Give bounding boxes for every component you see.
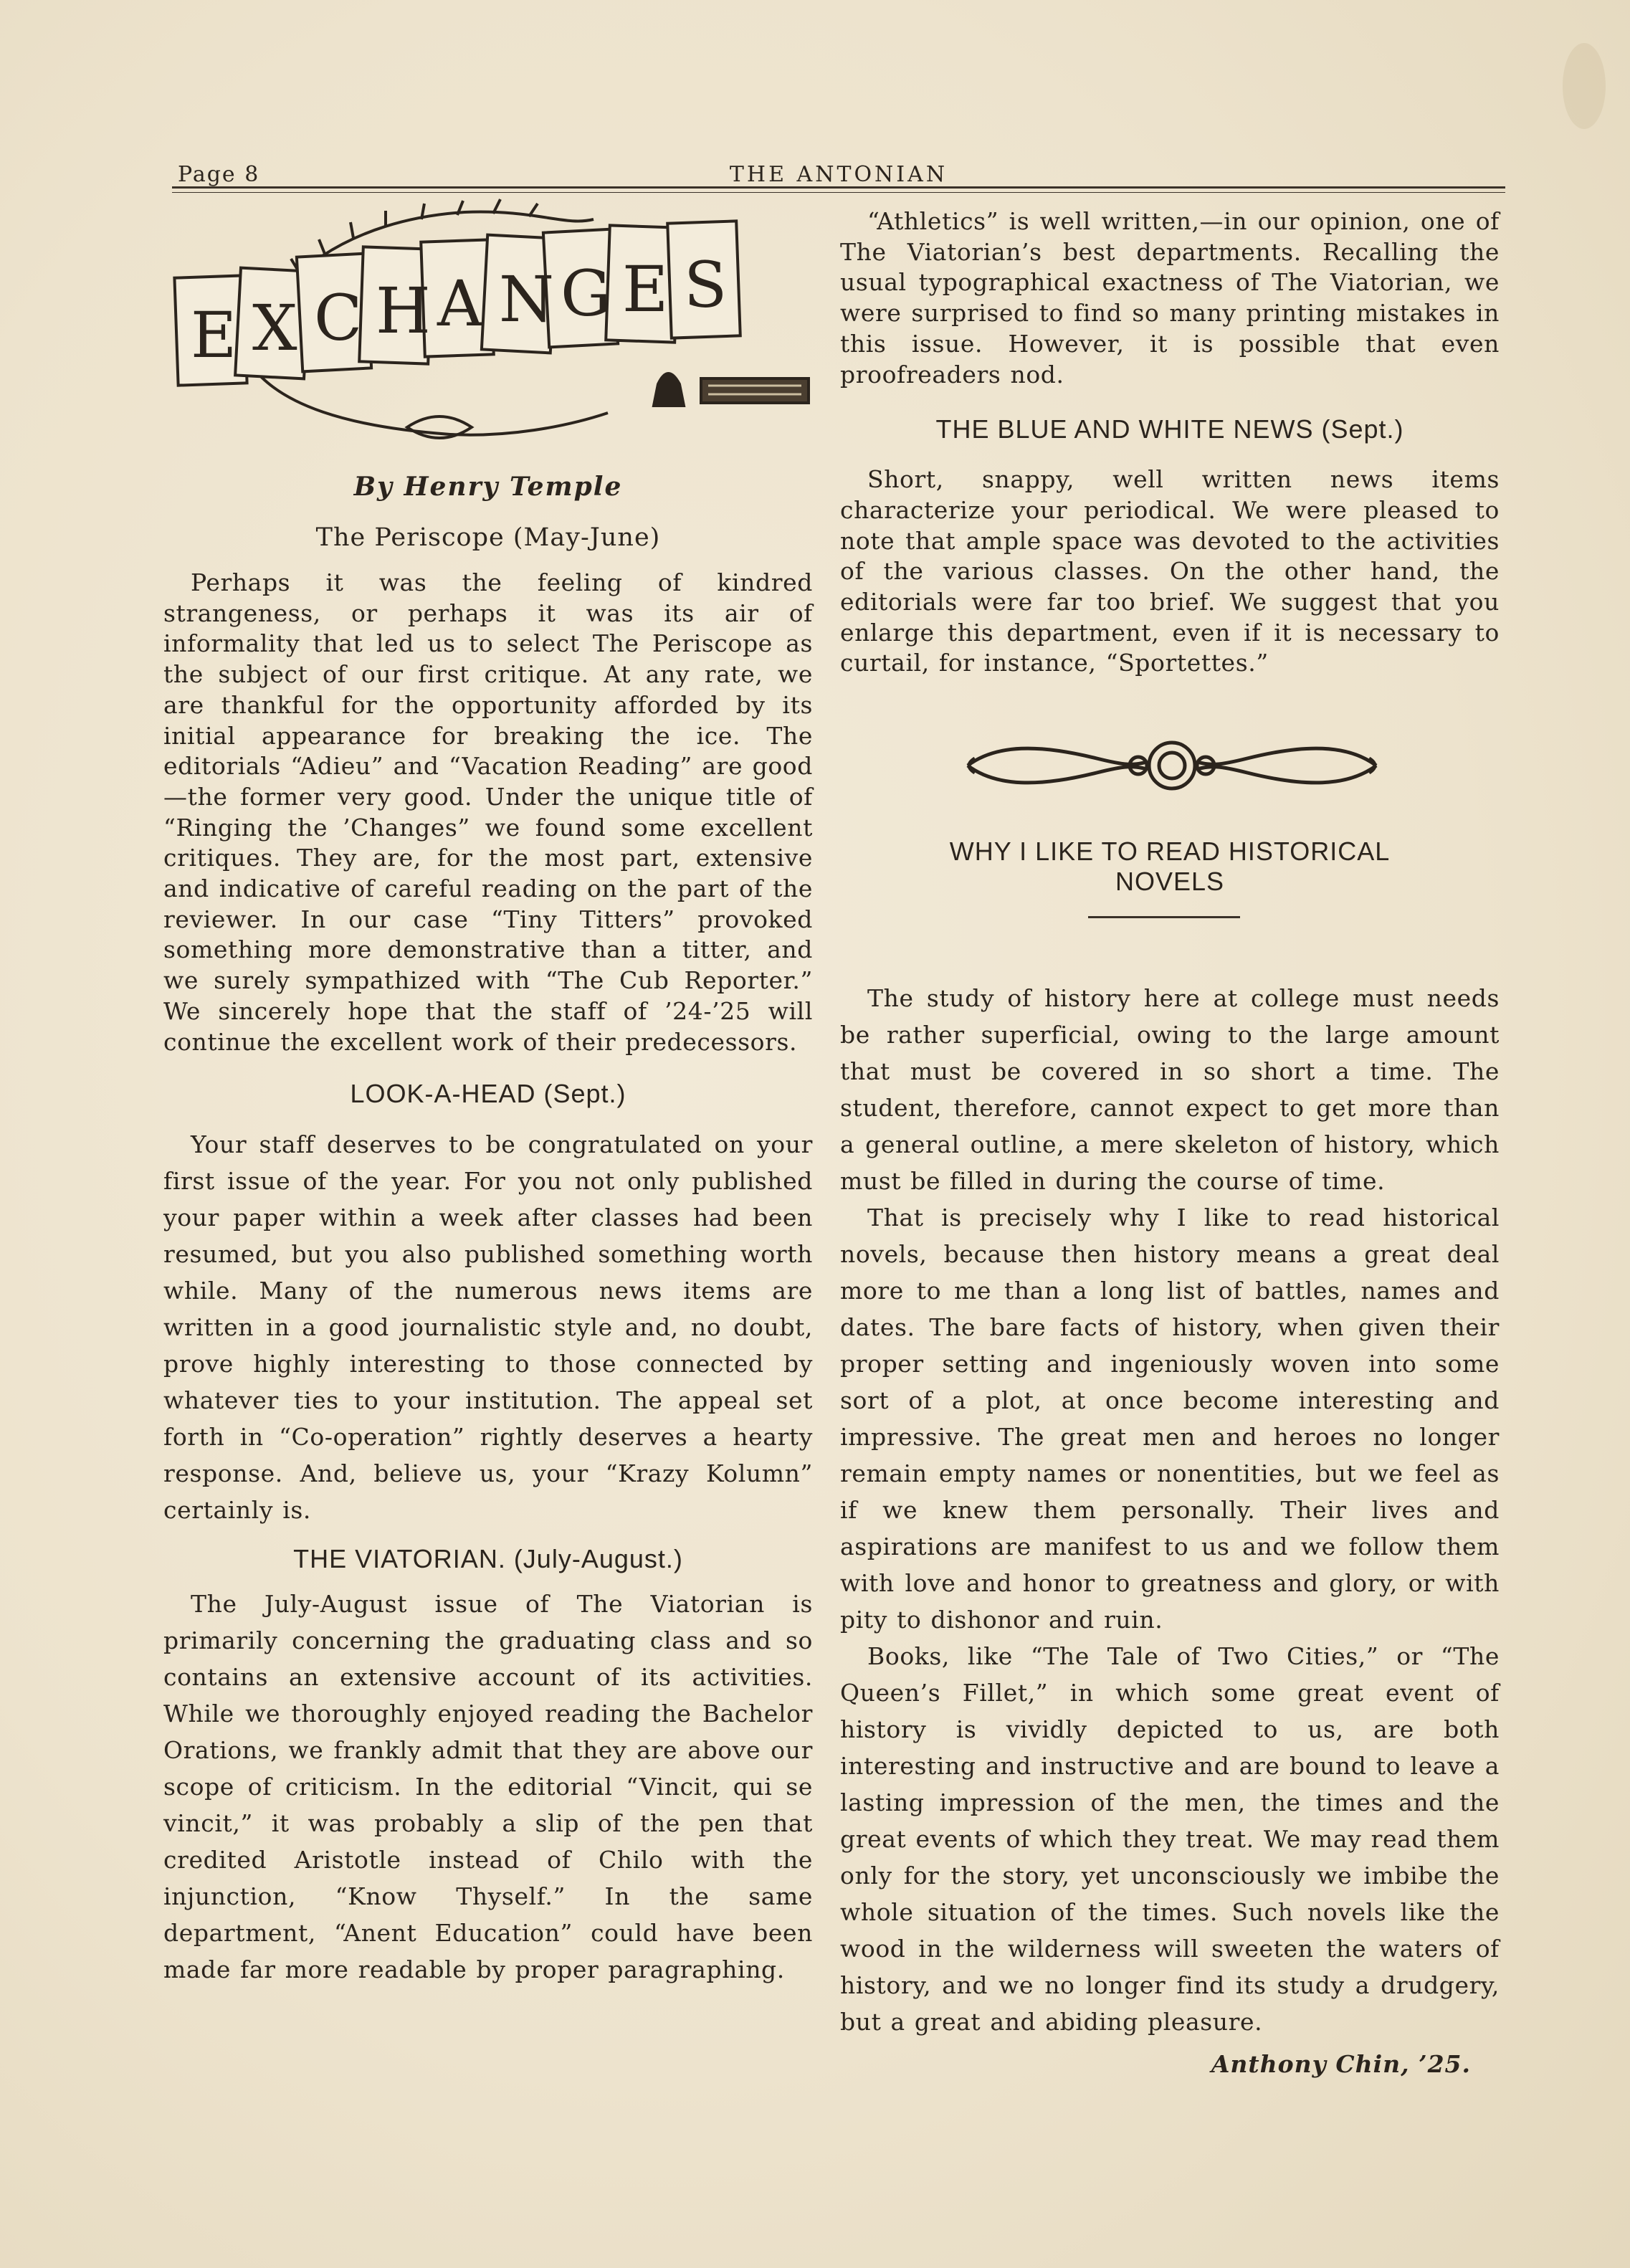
publication-title: THE ANTONIAN (729, 162, 948, 187)
heading-blue-and-white-news: THE BLUE AND WHITE NEWS (Sept.) (935, 414, 1404, 444)
paragraph-viatorian: The July-August issue of The Viatorian is primarily concerning the graduating class and so contains an extensive account of its activities. While we thoroughly enjoyed reading the Bachelor Orations, we frankly admit that they are above our scope of criticism. In the editorial “Vincit, qui se vincit,” it was probably a slip of the pen that credited Aristotle instead of Chilo with the injunction, “Know Thyself.” In the same department, “Anent Education” could have been made far more readable by proper paragraphing. (163, 1590, 813, 1984)
heading-viatorian: THE VIATORIAN. (July-August.) (293, 1544, 683, 1574)
paragraph-history-2: That is precisely why I like to read historical novels, because then history means a great deal more to me than a long list of battles, names and dates. The bare facts of history, when given their proper setting and ingeniously woven into some sort of a plot, at once become interesting and impressive. The great men and heroes no longer remain empty names or nonentities, but we feel as if we knew them personally. Their lives and aspirations are manifest to us and we follow them with love and honor to greatness and glory, or with pity to dishonor and ruin. (840, 1204, 1500, 1634)
svg-text:H: H (376, 274, 431, 348)
paragraph-history-3: Books, like “The Tale of Two Cities,” or “The Queen’s Fillet,” in which some great event of history is vividly depicted to us, are both interesting and instructive and are bound to leave a lasting impression of the men, the times and the great events of which they treat. We may read them only for the story, yet unconsciously we imbibe the whole situation of the times. Such novels like the wood in the wilderness will sweeten the waters of history, and we no longer find its study a drudgery, but a great and abiding pleasure. (840, 1642, 1500, 2036)
heading-historical-novels (840, 837, 1500, 897)
paragraph-history-1: The study of history here at college must needs be rather superficial, owing to the large amount that must be covered in so short a time. The student, therefore, cannot expect to get more than a general outline, a mere skeleton of history, which must be filled in during the course of time. (840, 984, 1500, 1196)
svg-text:C: C (314, 281, 363, 355)
paragraph-blue-and-white-news: Short, snappy, well written news items characterize your periodical. We were pleased to note that ample space was devoted to the activities of the various classes. On the other hand, the editorials were far too brief. We suggest that you enlarge this department, even if it is necessary to curtail, for instance, “Sportettes.” (840, 465, 1500, 677)
left-column (163, 206, 813, 1988)
author-signature: Anthony Chin, ’25. (1211, 2050, 1471, 2079)
heading-line-1: WHY I LIKE TO READ HISTORICAL (949, 837, 1391, 867)
page-header (172, 159, 1505, 189)
heading-look-a-head: LOOK-A-HEAD (Sept.) (350, 1079, 626, 1109)
paragraph-look-a-head: Your staff deserves to be congratulated on your first issue of the year. For you not only published your paper within a week after classes had been resumed, but you also published something worth while. Many of the numerous news items are written in a good journalistic style and, no doubt, prove highly interesting to those connected by whatever ties to your institution. The appeal set forth in “Co-operation” rightly deserves a hearty response. And, believe us, your “Krazy Kolumn” certainly is. (163, 1130, 813, 1525)
paragraph-periscope: Perhaps it was the feeling of kindred strangeness, or perhaps it was its air of informality that led us to select The Periscope as the subject of our first critique. At any rate, we are thankful for the opportunity afforded by its initial appearance for breaking the ice. The editorials “Adieu” and “Vacation Reading” are good—the former very good. Under the unique title of “Ringing the ’Changes” we found some excellent critiques. They are, for the most part, extensive and indicative of careful reading on the part of the reviewer. In our case “Tiny Titters” provoked something more demonstrative than a titter, and we surely sympathized with “The Cub Reporter.” We sincerely hope that the staff of ’24-’25 will continue the excellent work of their predecessors. (163, 568, 813, 1056)
svg-text:E: E (622, 252, 669, 326)
section-divider (1088, 916, 1240, 918)
page-number: Page 8 (178, 162, 260, 187)
scroll-ornament (953, 730, 1391, 801)
svg-text:E: E (191, 298, 237, 372)
svg-text:X: X (252, 291, 297, 365)
svg-text:G: G (561, 257, 611, 330)
svg-text:A: A (437, 267, 483, 340)
paragraph-athletics: “Athletics” is well written,—in our opinion, one of The Viatorian’s best departments. Recalling the usual typographical exactness of The Viatorian, we were surprised to find so many printing mistakes in this issue. However, it is possible that even proofreaders nod. (840, 207, 1500, 389)
svg-text:N: N (499, 262, 554, 336)
header-rule (172, 186, 1505, 189)
right-column (840, 206, 1500, 2078)
byline: By Henry Temple (353, 472, 623, 502)
svg-text:S: S (684, 248, 728, 322)
paper-stain (1563, 43, 1606, 129)
heading-line-2: NOVELS (1115, 867, 1225, 897)
heading-periscope: The Periscope (May-June) (315, 523, 661, 552)
